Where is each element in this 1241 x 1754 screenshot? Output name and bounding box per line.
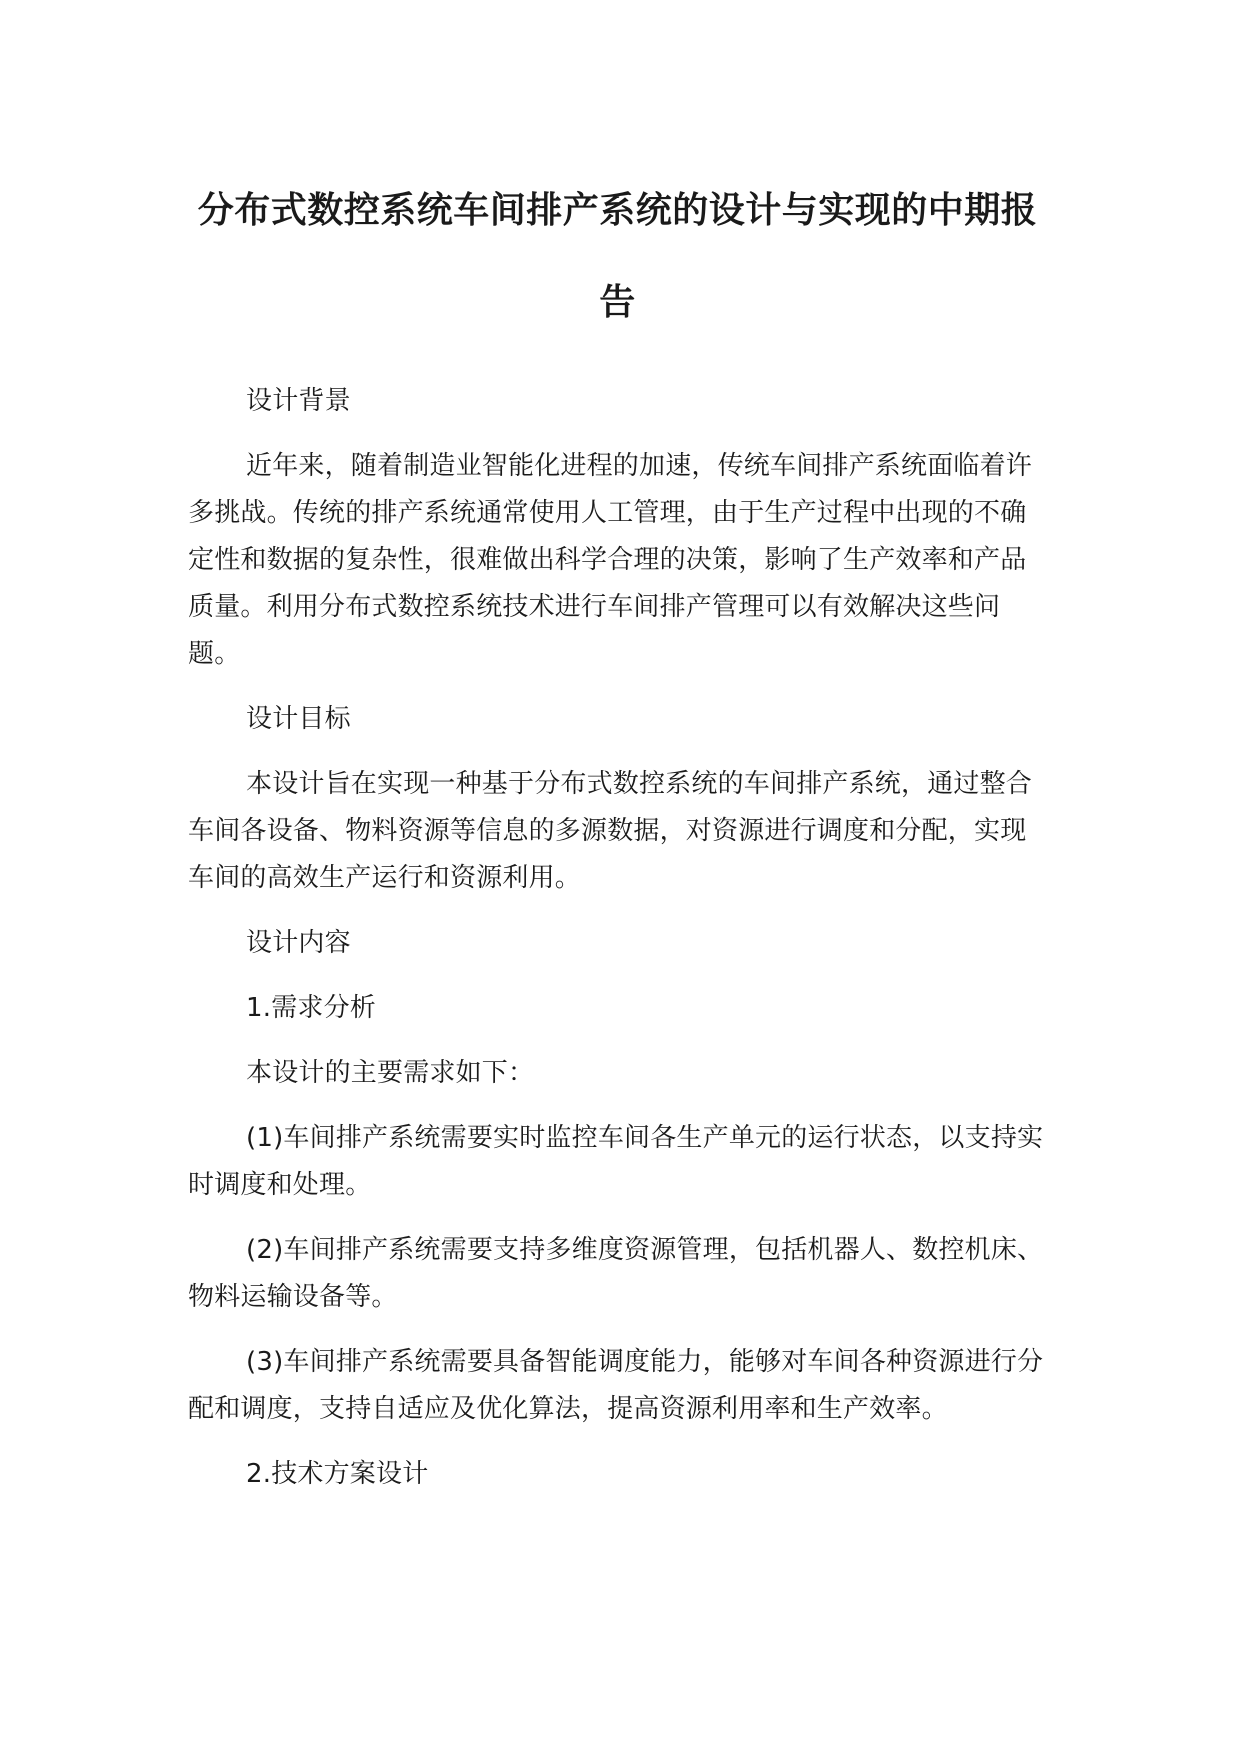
list-item-requirement-1: (1)车间排产系统需要实时监控车间各生产单元的运行状态，以支持实时调度和处理。 — [188, 1123, 1044, 1200]
document-body — [188, 378, 1048, 1498]
list-item-requirement-2: (2)车间排产系统需要支持多维度资源管理，包括机器人、数控机床、物料运输设备等。 — [188, 1235, 1044, 1312]
paragraph-goal: 本设计旨在实现一种基于分布式数控系统的车间排产系统，通过整合车间各设备、物料资源等信息的多源数据，对资源进行调度和分配，实现车间的高效生产运行和资源利用。 — [188, 769, 1033, 893]
heading-requirements: 1.需求分析 — [246, 993, 377, 1023]
heading-content: 设计内容 — [246, 928, 351, 958]
list-item-requirement-3: (3)车间排产系统需要具备智能调度能力，能够对车间各种资源进行分配和调度，支持自适应及优化算法，提高资源利用率和生产效率。 — [188, 1347, 1044, 1424]
heading-goal: 设计目标 — [246, 704, 351, 734]
paragraph-background: 近年来，随着制造业智能化进程的加速，传统车间排产系统面临着许多挑战。传统的排产系统通常使用人工管理，由于生产过程中出现的不确定性和数据的复杂性，很难做出科学合理的决策，影响了生产效率和产品质量。利用分布式数控系统技术进行车间排产管理可以有效解决这些问题。 — [188, 451, 1033, 669]
heading-background: 设计背景 — [246, 386, 351, 416]
document-title: 分布式数控系统车间排产系统的设计与实现的中期报告 — [197, 190, 1038, 323]
paragraph-requirements-intro: 本设计的主要需求如下： — [246, 1058, 535, 1088]
heading-technical-design: 2.技术方案设计 — [246, 1459, 429, 1489]
